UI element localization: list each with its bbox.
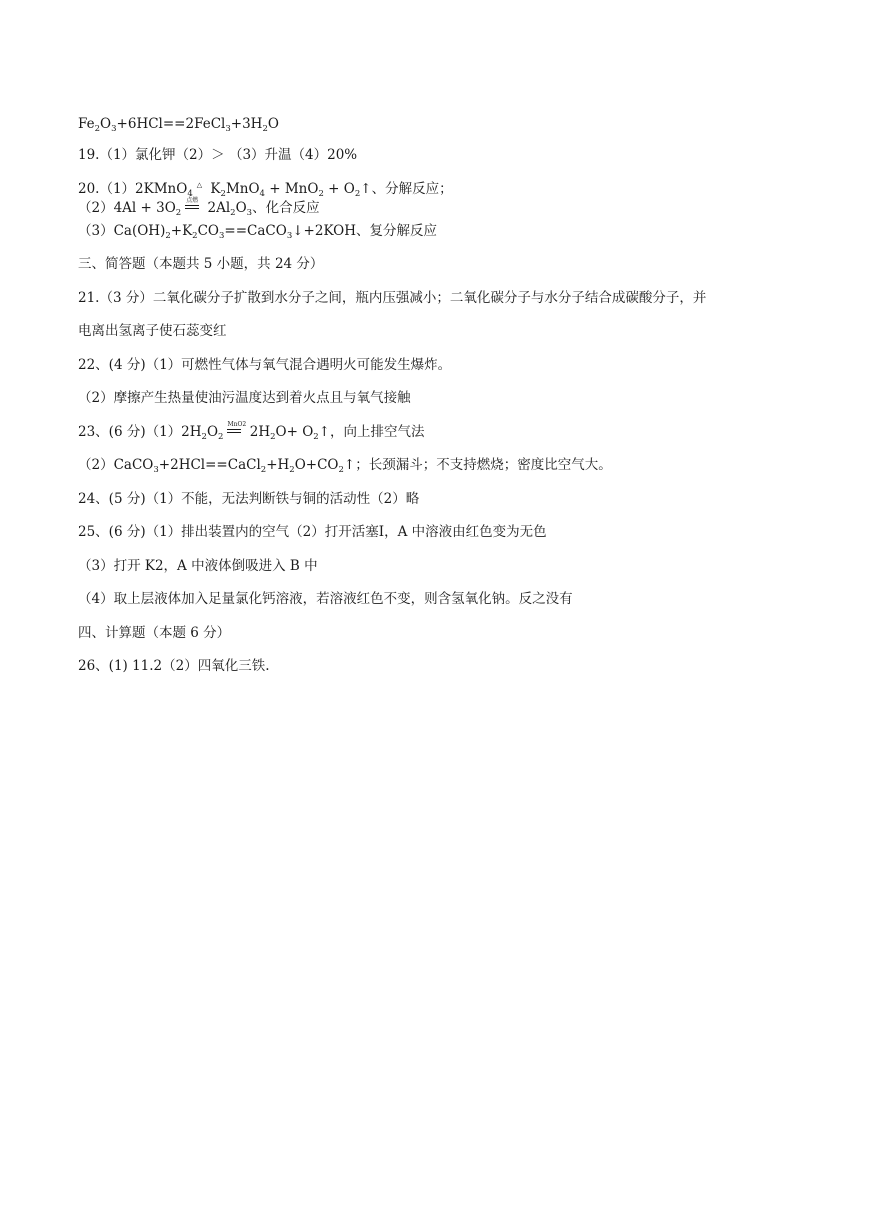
text-segment: O xyxy=(235,200,247,216)
answer-line-25-3: （3）打开 K2，A 中液体倒吸进入 B 中 xyxy=(78,558,318,574)
answer-line-20-2 xyxy=(78,198,320,223)
text-segment: 2Al xyxy=(203,200,231,216)
subscript: 4 xyxy=(259,189,265,199)
subscript: 4 xyxy=(187,189,193,199)
equals-bar xyxy=(185,208,199,209)
text-segment: ↑，向上排空气法 xyxy=(318,424,425,440)
reaction-equals-sign xyxy=(185,197,199,213)
answer-line-fe2o3 xyxy=(78,114,279,139)
subscript: 2 xyxy=(338,465,344,475)
subscript: 2 xyxy=(201,432,207,442)
subscript: 2 xyxy=(218,432,224,442)
text-segment: 2H xyxy=(245,424,271,440)
answer-line-23-2 xyxy=(78,455,612,480)
text-segment: O xyxy=(267,116,279,132)
answer-line-22-1: 22、(4 分)（1）可燃性气体与氧气混合遇明火可能发生爆炸。 xyxy=(78,357,452,373)
section-heading-calculation: 四、计算题（本题 6 分） xyxy=(78,625,231,641)
text-segment: K xyxy=(206,181,221,197)
text-segment: +3H xyxy=(230,116,263,132)
text-segment: Fe xyxy=(78,116,95,132)
answer-line-24: 24、(5 分)（1）不能，无法判断铁与铜的活动性（2）略 xyxy=(78,491,420,507)
subscript: 2 xyxy=(192,231,198,241)
subscript: 3 xyxy=(286,231,293,241)
subscript: 3 xyxy=(246,208,253,218)
text-segment: O+CO xyxy=(294,457,339,473)
text-segment: 23、(6 分)（1）2H xyxy=(78,424,202,440)
reaction-equals-sign xyxy=(227,421,247,437)
subscript: 2 xyxy=(289,465,295,475)
text-segment: + MnO xyxy=(264,181,319,197)
text-segment: 、化合反应 xyxy=(252,200,320,216)
text-segment: （2）4Al + 3O xyxy=(78,200,176,216)
answer-line-21: 21.（3 分）二氧化碳分子扩散到水分子之间，瓶内压强减小；二氧化碳分子与水分子结合成碳酸分子，并 xyxy=(78,290,707,306)
equals-bar xyxy=(185,205,199,206)
text-segment: （3）Ca(OH) xyxy=(78,223,166,239)
reaction-condition: 点燃 xyxy=(186,197,199,204)
subscript: 2 xyxy=(262,124,268,134)
equals-bar xyxy=(227,429,241,430)
text-segment: ↑、分解反应； xyxy=(360,181,453,197)
subscript: 2 xyxy=(313,432,319,442)
text-segment: +6HCl==2FeCl xyxy=(116,116,226,132)
answer-line-19: 19.（1）氯化钾（2）＞ （3）升温（4）20% xyxy=(78,147,358,163)
answer-line-23-1 xyxy=(78,422,425,447)
text-segment: ==CaCO xyxy=(224,223,287,239)
subscript: 3 xyxy=(225,124,231,134)
subscript: 2 xyxy=(94,124,101,134)
subscript: 2 xyxy=(318,189,324,199)
text-segment: CO xyxy=(197,223,219,239)
subscript: 2 xyxy=(230,208,236,218)
section-heading-short-answer: 三、简答题（本题共 5 小题，共 24 分） xyxy=(78,256,324,272)
subscript: 3 xyxy=(153,465,159,475)
text-segment: +2HCl==CaCl xyxy=(158,457,261,473)
text-segment: （2）CaCO xyxy=(78,457,154,473)
equals-bar xyxy=(227,432,241,433)
subscript: 2 xyxy=(165,231,171,241)
answer-line-21-cont: 电离出氢离子使石蕊变红 xyxy=(78,323,227,339)
subscript: 2 xyxy=(260,465,267,475)
subscript: 3 xyxy=(111,124,117,134)
answer-line-25-4: （4）取上层液体加入足量氯化钙溶液，若溶液红色不变，则含氢氧化钠。反之没有 xyxy=(78,591,573,607)
subscript: 3 xyxy=(219,231,225,241)
text-segment: +K xyxy=(170,223,193,239)
subscript: 2 xyxy=(270,432,276,442)
text-segment: +H xyxy=(266,457,290,473)
text-segment: ↑；长颈漏斗；不支持燃烧；密度比空气大。 xyxy=(343,457,612,473)
answer-line-25-1: 25、(6 分)（1）排出装置内的空气（2）打开活塞Ⅰ，A 中溶液由红色变为无色 xyxy=(78,524,547,540)
reaction-condition: MnO2 xyxy=(227,421,247,428)
answer-line-26: 26、(1) 11.2（2）四氧化三铁. xyxy=(78,658,270,674)
text-segment: MnO xyxy=(225,181,260,197)
heat-symbol: △ xyxy=(196,181,203,189)
answer-line-20-3 xyxy=(78,221,437,246)
text-segment: O xyxy=(100,116,112,132)
text-segment: 20.（1）2KMnO xyxy=(78,181,188,197)
subscript: 2 xyxy=(220,189,226,199)
answer-line-22-2: （2）摩擦产生热量使油污温度达到着火点且与氧气接触 xyxy=(78,390,411,406)
subscript: 2 xyxy=(354,189,361,199)
text-segment: ↓+2KOH、复分解反应 xyxy=(292,223,438,239)
subscript: 2 xyxy=(175,208,182,218)
text-segment: O xyxy=(206,424,219,440)
text-segment: O+ O xyxy=(275,424,314,440)
text-segment: + O xyxy=(323,181,355,197)
